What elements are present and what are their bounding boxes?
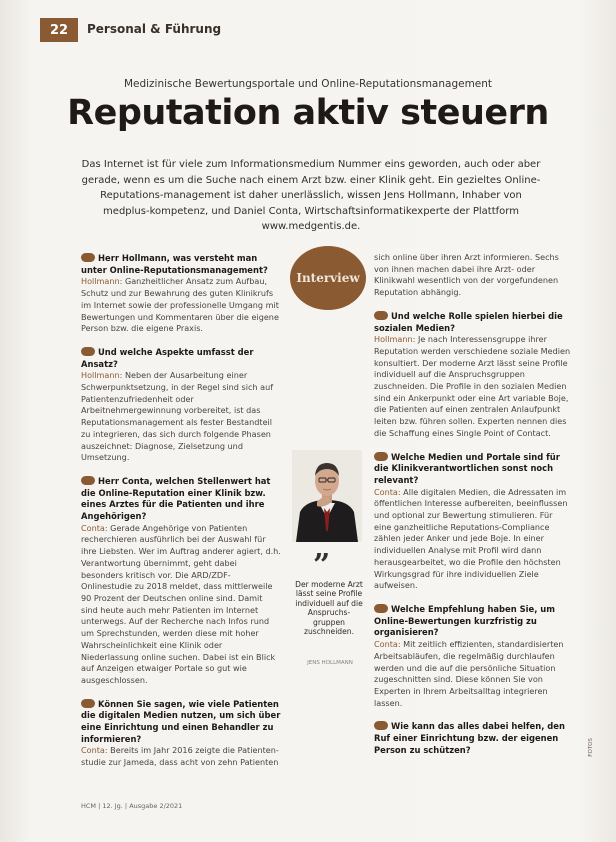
interview-answer bbox=[81, 523, 281, 687]
speech-bubble-icon bbox=[374, 721, 388, 730]
interview-question bbox=[81, 475, 281, 523]
question-text: Herr Hollmann, was versteht man unter Online-Reputationsmanagement? bbox=[81, 253, 268, 275]
speech-bubble-icon bbox=[374, 452, 388, 461]
interview-block bbox=[374, 451, 572, 592]
interview-block bbox=[81, 698, 281, 769]
article-lead: Das Internet ist für viele zum Informationsmedium Nummer eins geworden, auch oder aber gerade, wenn es um die Suche nach einem Arzt bzw. einer Klinik geht. Ein gezieltes Online-Reputations-management ist daher unerlässlich, wissen Jens Hollmann, Inhaber von medplus-kompetenz, und Daniel Conta, Wirtschaftsinformatikexperte der Plattform www.medgentis.de. bbox=[81, 159, 541, 232]
page-number: 22 bbox=[40, 18, 78, 42]
interview-question bbox=[81, 346, 281, 370]
interview-answer bbox=[81, 370, 281, 464]
right-column bbox=[374, 252, 572, 767]
interview-answer bbox=[374, 487, 572, 592]
speech-bubble-icon bbox=[374, 604, 388, 613]
answer-text: Bereits im Jahr 2016 zeigte die Patienten-studie zur Jameda, dass acht von zehn Patienten bbox=[81, 745, 279, 768]
interview-block bbox=[374, 603, 572, 709]
interview-block bbox=[374, 252, 572, 299]
answer-text: Gerade Angehörige von Patienten recherchieren ausführlich bei der Auswahl für ihre Liebsten. Wer im Auftrag anderer agiert, d.h. Verantwortung übernimmt, geht dabei besonders kritisch vor. Die ARD/ZDF-Onlinestudie zu 2018 meldet, dass mittlerweile 90 Prozent der Deutschen online sind. Damit sind heute auch mehr Patienten im Internet unterwegs. Auf der Recherche nach Infos rund um Sprechstunden, werden diese mit hoher Wahrscheinlichkeit eine Klinik oder Niederlassung online suchen. Dabei ist ein Blick auf Anzeigen etwaiger Portale so gut wie ausgeschlossen. bbox=[81, 522, 281, 685]
left-column bbox=[81, 252, 281, 780]
answer-text: Neben der Ausarbeitung einer Schwerpunktsetzung, in der Regel sind sich auf Patientenzufriedenheit oder Arbeitnehmergewinnung vorbereitet, ist das Reputationsmanagement als fester Bestandteil zu integrieren, das sich durch folgende Phasen auszeichnet: Diagnose, Zielsetzung und Umsetzung. bbox=[81, 370, 274, 463]
interview-answer bbox=[81, 276, 281, 335]
speech-bubble-icon bbox=[81, 476, 95, 485]
portrait-photo bbox=[292, 450, 362, 542]
quote-mark-icon: ” bbox=[313, 548, 329, 583]
speaker-name: Conta: bbox=[374, 486, 401, 497]
speaker-name: Conta: bbox=[374, 639, 401, 650]
speech-bubble-icon bbox=[374, 311, 388, 320]
answer-text: Je nach Interessensgruppe ihrer Reputation werden verschiedene soziale Medien konsultiert. Der moderne Arzt lässt seine Profile individuell auf die Anspruchsgruppen zuschneiden. Die Profile in den sozialen Medien sind ein Ankerpunkt oder eine Art variable Boje, die Patienten auf einen zentralen Anlaufpunkt leiten bzw. führen sollen. Experten nennen dies die Schaffung eines Single Point of Contact. bbox=[374, 334, 571, 438]
question-text: Welche Empfehlung haben Sie, um Online-Bewertungen kurzfristig zu organisieren? bbox=[374, 603, 555, 638]
interview-block bbox=[81, 252, 281, 335]
interview-block bbox=[374, 720, 572, 756]
speaker-name: Conta: bbox=[81, 745, 108, 756]
interview-answer bbox=[374, 252, 572, 299]
speaker-name: Conta: bbox=[81, 522, 108, 533]
question-text: Herr Conta, welchen Stellenwert hat die Online-Reputation einer Klinik bzw. eines Arztes für die Patienten und ihre Angehörigen? bbox=[81, 475, 271, 522]
question-text: Und welche Rolle spielen hierbei die sozialen Medien? bbox=[374, 310, 563, 333]
speech-bubble-icon bbox=[81, 699, 95, 708]
pull-quote: Der moderne Arzt lässt seine Profile individuell auf die Anspruchs-gruppen zuschneiden. bbox=[295, 580, 363, 637]
speaker-name: Hollmann: bbox=[374, 334, 416, 345]
speech-bubble-icon bbox=[81, 253, 95, 262]
interview-answer bbox=[374, 334, 572, 439]
answer-text: Ganzheitlicher Ansatz zum Aufbau, Schutz und zur Bewahrung des guten Klinikrufs im Internet sowie der professionelle Umgang mit Bewertungen und Kommentaren über die eigene Person bzw. die eigene Praxis. bbox=[81, 276, 279, 334]
speech-bubble-icon bbox=[81, 347, 95, 356]
quote-credit: JENS HOLLMANN bbox=[307, 660, 353, 666]
footer-issue: HCM | 12. Jg. | Ausgabe 2/2021 bbox=[81, 802, 183, 810]
article-headline: Reputation aktiv steuern bbox=[67, 93, 549, 133]
speaker-name: Hollmann: bbox=[81, 370, 123, 381]
interview-badge: Interview bbox=[290, 246, 366, 310]
interview-block bbox=[81, 475, 281, 687]
question-text: Wie kann das alles dabei helfen, den Ruf einer Einrichtung bzw. der eigenen Person zu schützen? bbox=[374, 721, 565, 755]
interview-question bbox=[374, 451, 572, 487]
interview-answer bbox=[374, 639, 572, 709]
photo-credit: FOTOS bbox=[588, 738, 594, 757]
answer-text: sich online über ihren Arzt informieren. Sechs von ihnen machen dabei ihre Arzt- oder Klinikwahl wesentlich von der vorgefundenen Reputation abhängig. bbox=[374, 252, 559, 298]
section-title: Personal & Führung bbox=[87, 22, 222, 36]
answer-text: Alle digitalen Medien, die Adressaten im öffentlichen Interesse aufbereiten, beeinflussen und optional zur Bewertung stimulieren. Für eine ganzheitliche Reputations-Compliance zählen jeder Anker und jede Boje. In einer individuellen Analyse mit Profil wird dann herausgearbeitet, wo die Profile den höchsten Wirkungsgrad für ihre individuellen Ziele aufweisen. bbox=[374, 486, 568, 591]
question-text: Und welche Aspekte umfasst der Ansatz? bbox=[81, 346, 254, 369]
interview-block bbox=[374, 310, 572, 440]
speaker-name: Hollmann: bbox=[81, 276, 123, 287]
interview-answer bbox=[81, 745, 281, 768]
interview-question bbox=[374, 603, 572, 639]
answer-text: Mit zeitlich effizienten, standardisierten Arbeitsabläufen, die regelmäßig durchlaufen werden und die auf die persönliche Situation zugeschnitten sind. Diese können Sie von Experten in Ihrem Arbeitsalltag integrieren lassen. bbox=[374, 639, 564, 708]
interview-question bbox=[374, 310, 572, 334]
article-kicker: Medizinische Bewertungsportale und Online-Reputationsmanagement bbox=[123, 78, 493, 90]
interview-question bbox=[81, 252, 281, 276]
question-text: Welche Medien und Portale sind für die Klinikverantwortlichen sonst noch relevant? bbox=[374, 451, 560, 485]
interview-question bbox=[374, 720, 572, 756]
portrait-illustration bbox=[292, 450, 362, 542]
interview-question bbox=[81, 698, 281, 746]
question-text: Können Sie sagen, wie viele Patienten die digitalen Medien nutzen, um sich über eine Einrichtung und einen Behandler zu informieren? bbox=[81, 698, 281, 744]
interview-block bbox=[81, 346, 281, 464]
